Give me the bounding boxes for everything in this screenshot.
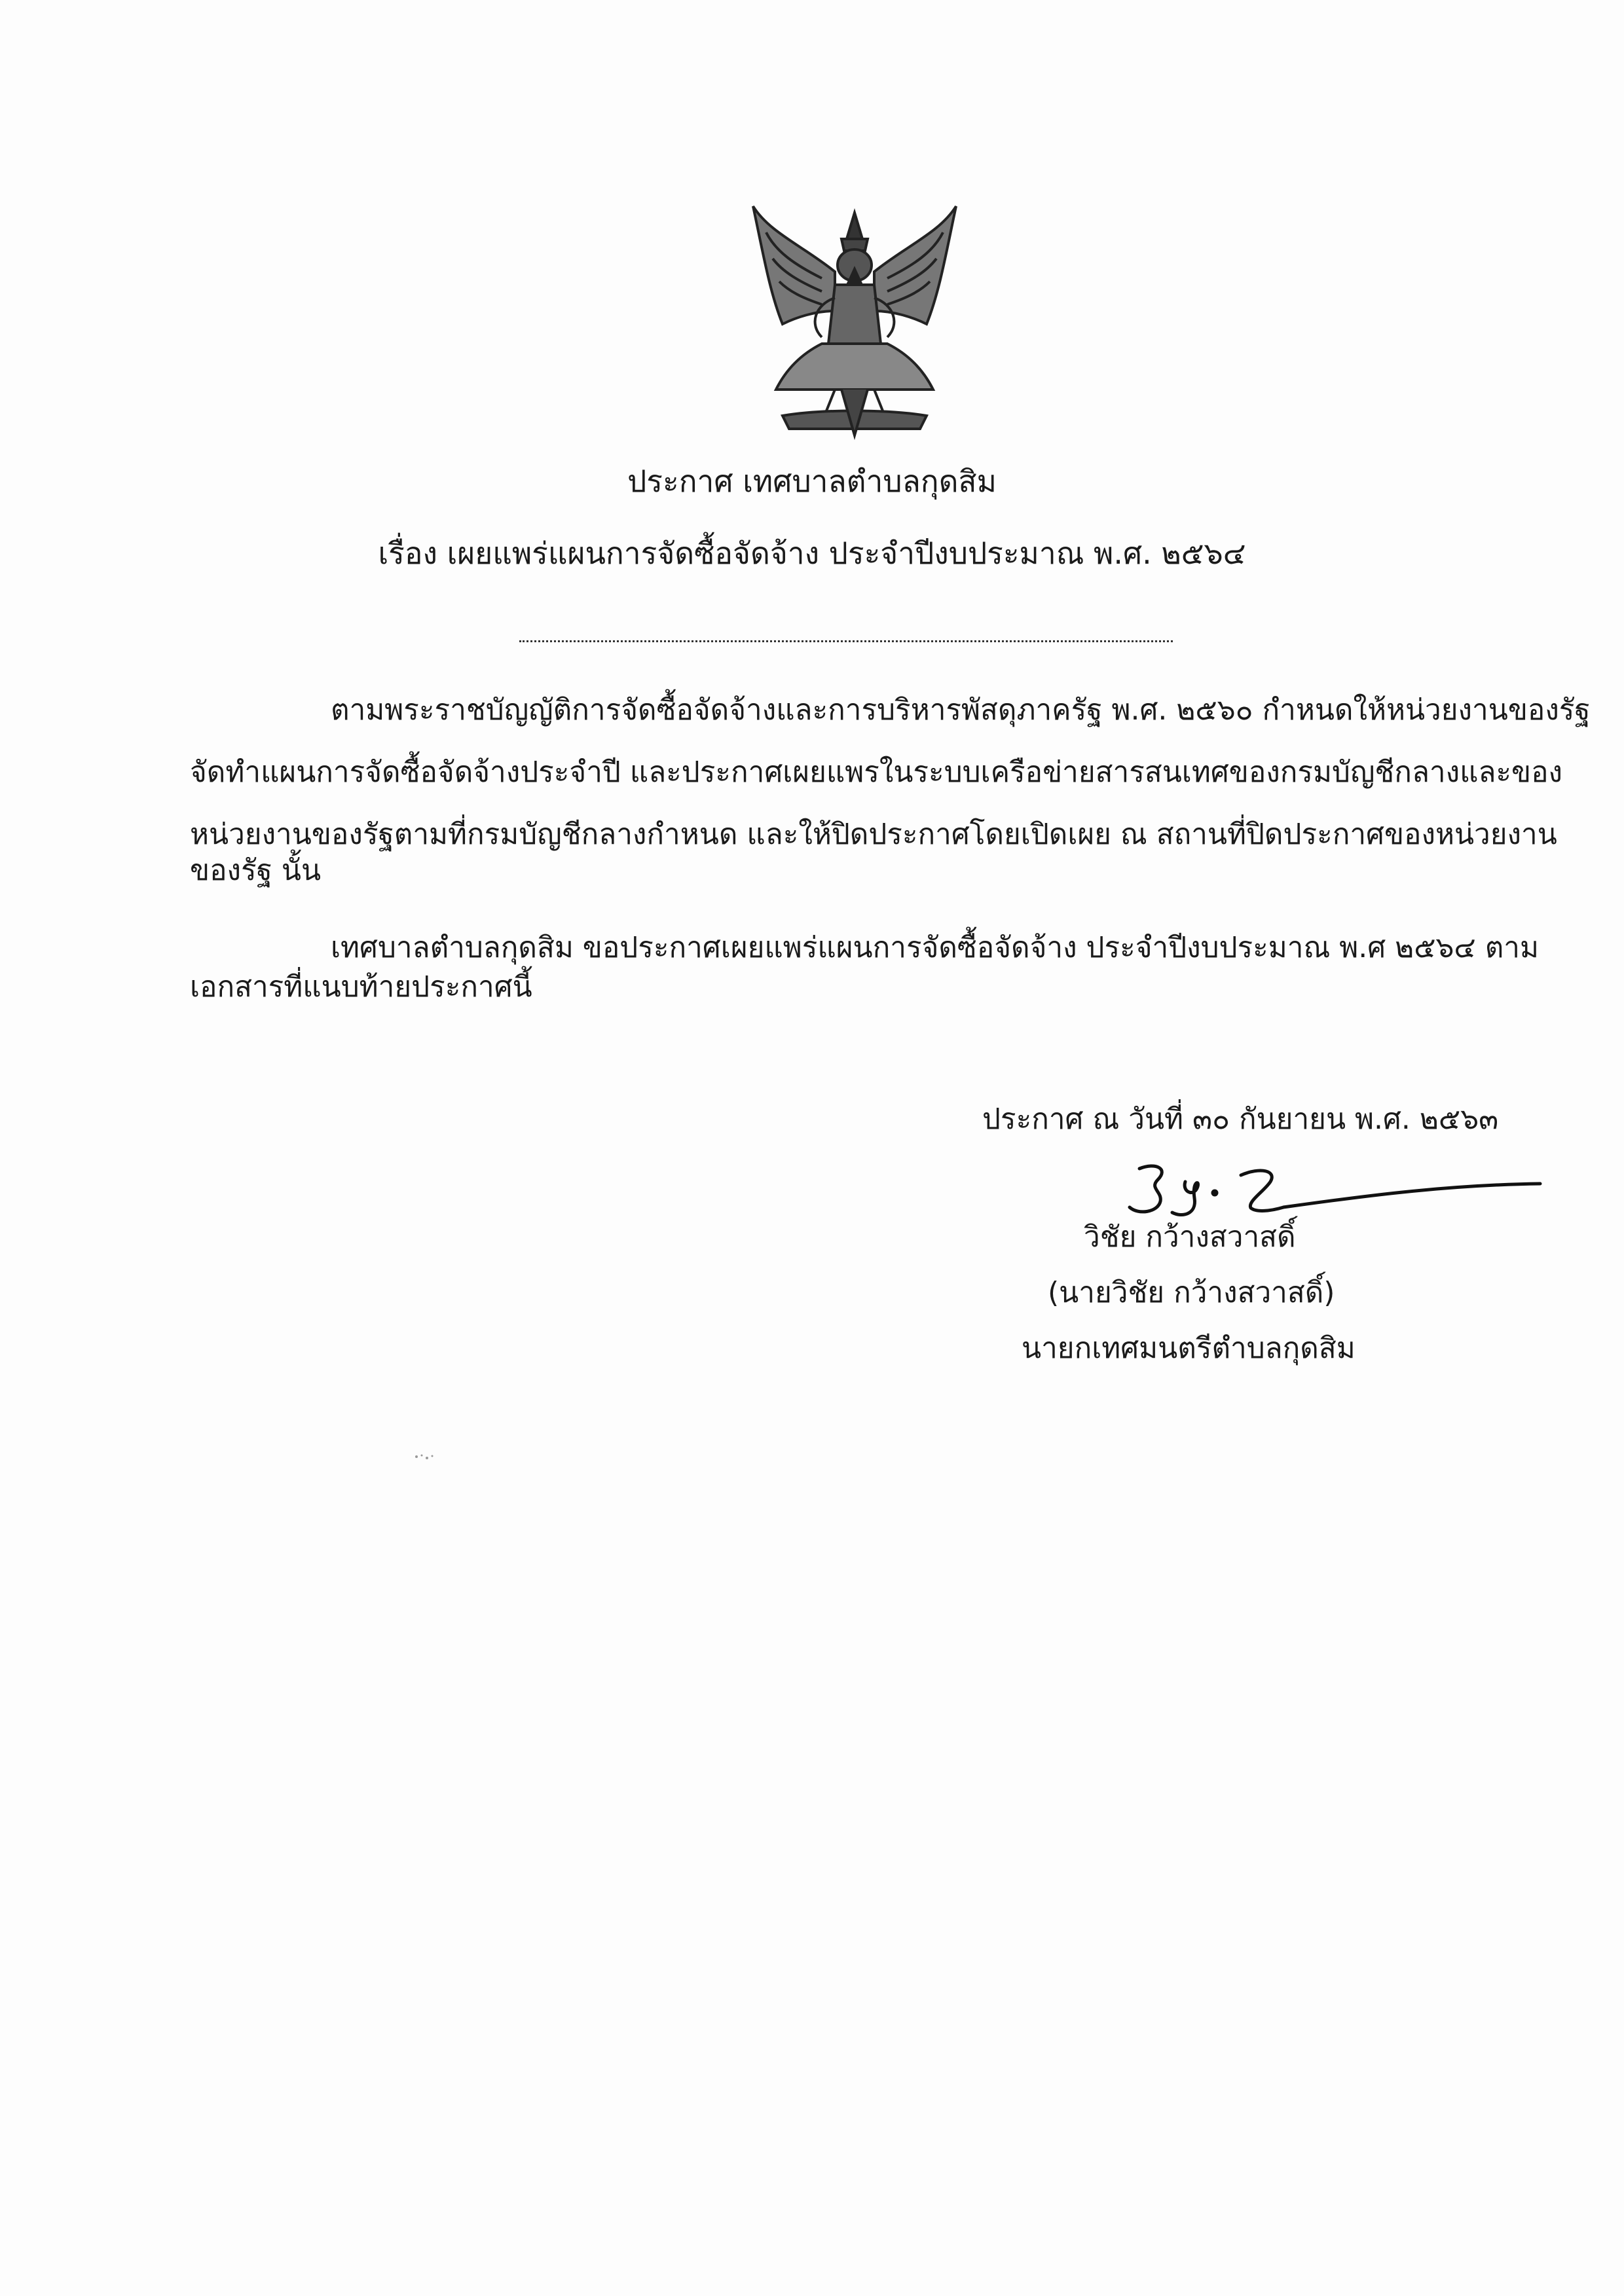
handwritten-signature	[1074, 1152, 1545, 1224]
garuda-emblem-icon	[743, 193, 966, 442]
paragraph1-line4: ของรัฐ นั้น	[190, 854, 322, 887]
paragraph2-line1: เทศบาลตำบลกุดสิม ขอประกาศเผยแพร่แผนการจัดซื้อจัดจ้าง ประจำปีงบประมาณ พ.ศ ๒๕๖๔ ตาม	[331, 931, 1539, 964]
scan-speck	[413, 1450, 436, 1463]
signer-full-name: (นายวิชัย กว้างสวาสดิ์)	[1048, 1276, 1335, 1309]
dotted-divider	[519, 640, 1173, 642]
signer-title: นายกเทศมนตรีตำบลกุดสิม	[1022, 1332, 1356, 1365]
paragraph1-line1: ตามพระราชบัญญัติการจัดซื้อจัดจ้างและการบริหารพัสดุภาครัฐ พ.ศ. ๒๕๖๐ กำหนดให้หน่วยงานของรัฐ	[331, 693, 1591, 727]
announcement-subject: เรื่อง เผยแพร่แผนการจัดซื้อจัดจ้าง ประจำปีงบประมาณ พ.ศ. ๒๕๖๔	[378, 536, 1246, 571]
paragraph2-line2: เอกสารที่แนบท้ายประกาศนี้	[190, 970, 532, 1004]
announcement-date: ประกาศ ณ วันที่ ๓๐ กันยายน พ.ศ. ๒๕๖๓	[982, 1102, 1499, 1136]
signer-name: วิชัย กว้างสวาสดิ์	[1084, 1220, 1296, 1254]
announcement-title: ประกาศ เทศบาลตำบลกุดสิม	[627, 464, 997, 499]
paragraph1-line2: จัดทำแผนการจัดซื้อจัดจ้างประจำปี และประกาศเผยแพรในระบบเครือข่ายสารสนเทศของกรมบัญชีกลางและของ	[190, 756, 1563, 789]
paragraph1-line3: หน่วยงานของรัฐตามที่กรมบัญชีกลางกำหนด และให้ปิดประกาศโดยเปิดเผย ณ สถานที่ปิดประกาศของหน่วยงาน	[190, 818, 1557, 851]
